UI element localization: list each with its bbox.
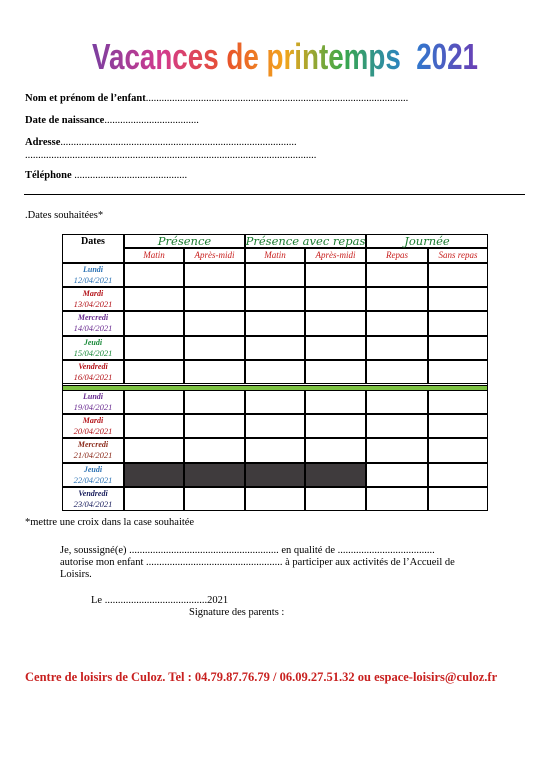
dates-label: .Dates souhaitées* bbox=[25, 210, 104, 221]
checkbox-cell[interactable] bbox=[366, 487, 428, 511]
checkbox-cell[interactable] bbox=[428, 311, 488, 335]
address-field bbox=[25, 137, 297, 148]
checkbox-cell[interactable] bbox=[184, 487, 245, 511]
day-name: Mercredi bbox=[77, 313, 109, 323]
checkbox-cell[interactable] bbox=[428, 263, 488, 287]
subheader-4: Repas bbox=[386, 250, 408, 260]
checkbox-cell[interactable] bbox=[124, 336, 184, 360]
day-date: 16/04/2021 bbox=[73, 371, 113, 382]
checkbox-cell[interactable] bbox=[245, 311, 305, 335]
checkbox-cell[interactable] bbox=[428, 414, 488, 438]
checkbox-cell[interactable] bbox=[124, 360, 184, 384]
checkbox-cell[interactable] bbox=[305, 414, 366, 438]
address-dots: .......................................................................................... bbox=[60, 137, 297, 148]
day-name: Mardi bbox=[82, 416, 104, 426]
subheader-1: Après-midi bbox=[194, 250, 235, 260]
unavailable-cell bbox=[305, 463, 366, 487]
subheader-3: Après-midi bbox=[315, 250, 356, 260]
group-header-2: Journée bbox=[404, 234, 450, 248]
checkbox-cell[interactable] bbox=[184, 360, 245, 384]
checkbox-cell[interactable] bbox=[184, 414, 245, 438]
checkbox-cell[interactable] bbox=[305, 438, 366, 462]
checkbox-cell[interactable] bbox=[245, 390, 305, 414]
checkbox-cell[interactable] bbox=[366, 311, 428, 335]
subheader-5: Sans repas bbox=[438, 250, 478, 260]
checkbox-cell[interactable] bbox=[366, 360, 428, 384]
checkbox-cell[interactable] bbox=[245, 263, 305, 287]
checkbox-cell[interactable] bbox=[124, 487, 184, 511]
checkbox-cell[interactable] bbox=[124, 390, 184, 414]
phone-field bbox=[25, 170, 187, 181]
checkbox-cell[interactable] bbox=[184, 311, 245, 335]
checkbox-cell[interactable] bbox=[366, 263, 428, 287]
child-name-label: Nom et prénom de l’enfant bbox=[25, 93, 146, 104]
checkbox-cell[interactable] bbox=[305, 487, 366, 511]
checkbox-cell[interactable] bbox=[184, 263, 245, 287]
day-date: 21/04/2021 bbox=[73, 450, 113, 461]
day-date: 15/04/2021 bbox=[73, 347, 113, 358]
day-date: 23/04/2021 bbox=[73, 498, 113, 509]
phone-label: Téléphone bbox=[25, 170, 72, 181]
checkbox-cell[interactable] bbox=[305, 287, 366, 311]
divider-line bbox=[24, 194, 525, 195]
checkbox-cell[interactable] bbox=[245, 287, 305, 311]
declaration-line-2: autorise mon enfant .................................................... à participer aux activités de l’Accueil de bbox=[60, 557, 455, 568]
checkbox-cell[interactable] bbox=[305, 263, 366, 287]
unavailable-cell bbox=[245, 463, 305, 487]
address-dots-line2: ............................................................................................................... bbox=[25, 150, 317, 161]
declaration-line-3: Loisirs. bbox=[60, 569, 92, 580]
address-label: Adresse bbox=[25, 137, 61, 148]
checkbox-cell[interactable] bbox=[184, 438, 245, 462]
checkbox-cell[interactable] bbox=[428, 360, 488, 384]
checkbox-cell[interactable] bbox=[366, 390, 428, 414]
checkbox-cell[interactable] bbox=[124, 287, 184, 311]
day-name: Jeudi bbox=[83, 464, 103, 474]
checkbox-cell[interactable] bbox=[428, 287, 488, 311]
date-line: Le .......................................2021 bbox=[91, 595, 229, 606]
checkbox-cell[interactable] bbox=[428, 487, 488, 511]
checkbox-cell[interactable] bbox=[428, 390, 488, 414]
day-date: 12/04/2021 bbox=[73, 275, 113, 285]
footer-contact: Centre de loisirs de Culoz. Tel : 04.79.87.76.79 / 06.09.27.51.32 ou espace-loisirs@culoz.fr bbox=[25, 670, 498, 684]
dates-header: Dates bbox=[81, 236, 105, 247]
day-name: Jeudi bbox=[83, 337, 103, 347]
checkbox-cell[interactable] bbox=[305, 360, 366, 384]
checkbox-cell[interactable] bbox=[245, 414, 305, 438]
checkbox-cell[interactable] bbox=[184, 390, 245, 414]
checkbox-cell[interactable] bbox=[366, 414, 428, 438]
unavailable-cell bbox=[184, 463, 245, 487]
day-date: 19/04/2021 bbox=[73, 402, 113, 412]
day-name: Mercredi bbox=[77, 440, 109, 450]
checkbox-cell[interactable] bbox=[366, 287, 428, 311]
checkbox-cell[interactable] bbox=[305, 390, 366, 414]
group-header-0: Présence bbox=[157, 234, 212, 248]
page-title bbox=[0, 28, 550, 88]
checkbox-cell[interactable] bbox=[366, 463, 428, 487]
day-date: 22/04/2021 bbox=[73, 474, 113, 485]
phone-dots: ........................................... bbox=[71, 170, 188, 181]
checkbox-cell[interactable] bbox=[366, 438, 428, 462]
day-date: 20/04/2021 bbox=[73, 426, 113, 437]
title-text: Vacances de printemps 2021 bbox=[92, 36, 478, 77]
attendance-table bbox=[62, 234, 488, 516]
checkbox-cell[interactable] bbox=[245, 360, 305, 384]
day-name: Mardi bbox=[82, 289, 104, 299]
checkbox-cell[interactable] bbox=[184, 287, 245, 311]
checkbox-cell[interactable] bbox=[124, 438, 184, 462]
birthdate-dots: .................................... bbox=[104, 115, 199, 126]
declaration-line-1: Je, soussigné(e) ......................................................... en qualité de ..................................... bbox=[60, 545, 435, 556]
day-name: Lundi bbox=[82, 265, 103, 274]
child-name-field bbox=[25, 93, 408, 104]
group-header-1: Présence avec repas bbox=[245, 234, 366, 248]
checkbox-cell[interactable] bbox=[305, 336, 366, 360]
checkbox-cell[interactable] bbox=[124, 263, 184, 287]
day-date: 13/04/2021 bbox=[73, 299, 113, 310]
subheader-0: Matin bbox=[143, 250, 165, 260]
birthdate-label: Date de naissance bbox=[25, 115, 105, 126]
checkbox-cell[interactable] bbox=[184, 336, 245, 360]
checkbox-cell[interactable] bbox=[124, 311, 184, 335]
note-text: *mettre une croix dans la case souhaitée bbox=[25, 517, 195, 528]
day-name: Vendredi bbox=[78, 488, 108, 498]
checkbox-cell[interactable] bbox=[245, 336, 305, 360]
day-name: Vendredi bbox=[78, 361, 108, 371]
day-date: 14/04/2021 bbox=[73, 323, 113, 334]
unavailable-cell bbox=[124, 463, 184, 487]
birthdate-field bbox=[25, 115, 199, 126]
day-name: Lundi bbox=[82, 392, 103, 401]
checkbox-cell[interactable] bbox=[305, 311, 366, 335]
checkbox-cell[interactable] bbox=[428, 336, 488, 360]
checkbox-cell[interactable] bbox=[245, 438, 305, 462]
child-name-dots: .................................................................................................... bbox=[145, 93, 409, 104]
checkbox-cell[interactable] bbox=[366, 336, 428, 360]
checkbox-cell[interactable] bbox=[428, 438, 488, 462]
checkbox-cell[interactable] bbox=[428, 463, 488, 487]
subheader-2: Matin bbox=[264, 250, 286, 260]
checkbox-cell[interactable] bbox=[245, 487, 305, 511]
checkbox-cell[interactable] bbox=[124, 414, 184, 438]
address-field-line2 bbox=[25, 150, 316, 161]
signature-label: Signature des parents : bbox=[189, 607, 285, 618]
